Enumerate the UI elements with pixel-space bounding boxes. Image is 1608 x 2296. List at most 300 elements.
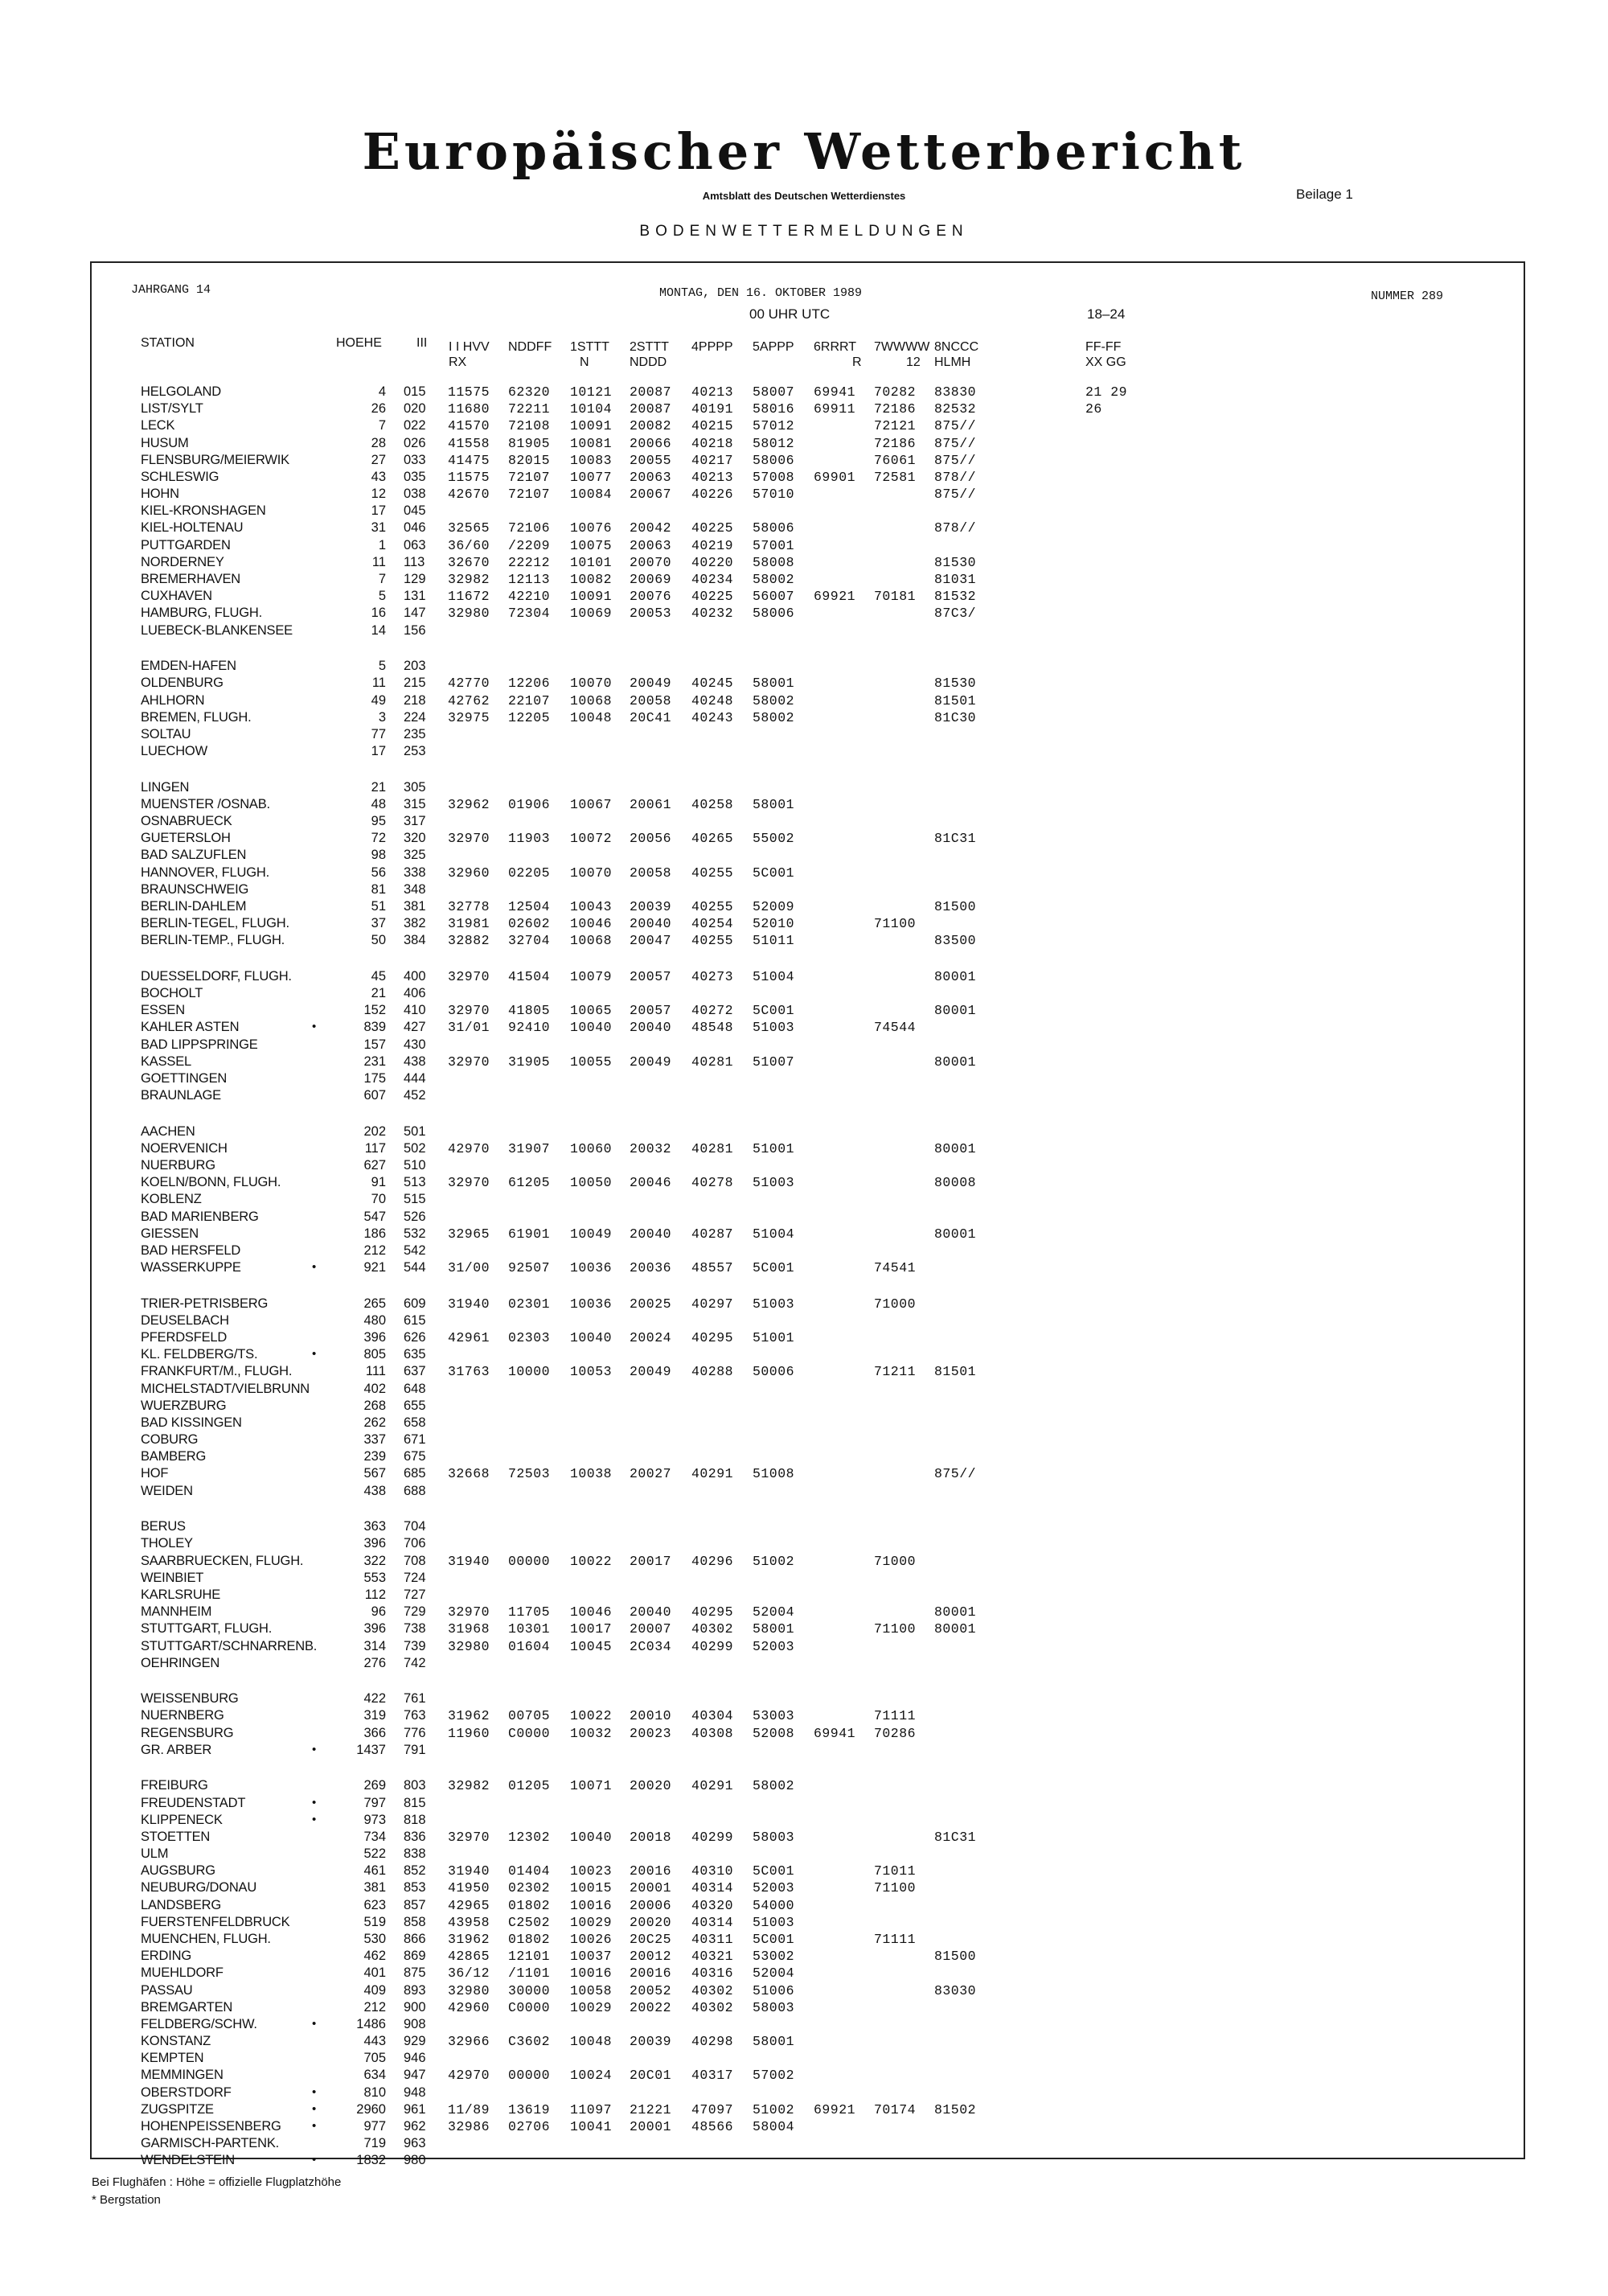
- report-group: 10101: [570, 554, 613, 570]
- station-number: 818: [404, 1812, 426, 1827]
- report-group: 41570: [448, 418, 490, 434]
- report-group: 2C034: [630, 1638, 672, 1654]
- report-group: 40255: [691, 898, 734, 914]
- report-group: 20C25: [630, 1932, 672, 1947]
- station-number: 655: [404, 1398, 426, 1413]
- section-heading: BODENWETTERMELDUNGEN: [639, 223, 969, 240]
- report-group: 51003: [753, 1020, 795, 1036]
- station-number: 724: [404, 1570, 426, 1585]
- station-height: 265: [363, 1296, 386, 1311]
- footnote-airport-height: Bei Flughäfen : Höhe = offizielle Flugplatzhöhe: [92, 2175, 342, 2189]
- station-name: OBERSTDORF: [141, 2084, 232, 2100]
- station-name: KASSEL: [141, 1054, 192, 1069]
- report-group: 10038: [570, 1466, 613, 1482]
- station-name: FUERSTENFELDBRUCK: [141, 1914, 290, 1929]
- station-number: 035: [404, 469, 426, 484]
- report-group: 32778: [448, 898, 490, 914]
- report-group: 20027: [630, 1466, 672, 1482]
- report-group: 81031: [934, 572, 977, 587]
- station-number: 038: [404, 487, 426, 502]
- station-name: NEUBURG/DONAU: [141, 1880, 257, 1896]
- report-group: 10026: [570, 1932, 613, 1947]
- report-group: 80001: [934, 1140, 977, 1156]
- report-group: 58001: [753, 796, 795, 812]
- report-group: 20039: [630, 898, 672, 914]
- station-name: COBURG: [141, 1432, 199, 1448]
- report-group: 40314: [691, 1880, 734, 1896]
- report-group: 10000: [508, 1364, 551, 1380]
- station-number: 502: [404, 1140, 426, 1156]
- report-group: 32970: [448, 831, 490, 847]
- report-group: 10017: [570, 1621, 613, 1637]
- report-group: 51003: [753, 1914, 795, 1930]
- report-group: 72304: [508, 606, 551, 622]
- station-height: 49: [371, 692, 386, 708]
- report-group: 11960: [448, 1725, 490, 1741]
- report-group: /1101: [508, 1965, 551, 1982]
- station-height: 70: [371, 1192, 386, 1207]
- report-group: 32980: [448, 606, 490, 622]
- col-group1-heading: I I HVV RX: [449, 340, 490, 369]
- report-group: 51008: [753, 1466, 795, 1482]
- report-group: 58003: [753, 1829, 795, 1845]
- report-group: 42670: [448, 487, 490, 503]
- station-name: AHLHORN: [141, 692, 205, 708]
- col-group8-heading: 7WWWW 12: [874, 340, 930, 369]
- report-group: 40311: [691, 1932, 734, 1947]
- report-group: 20040: [630, 1604, 672, 1620]
- jahrgang-label: JAHRGANG 14: [131, 283, 211, 297]
- mountain-station-mark: •: [312, 1347, 317, 1362]
- station-number: 893: [404, 1982, 426, 1998]
- report-group: 10067: [570, 796, 613, 812]
- report-group: C2502: [508, 1914, 551, 1930]
- station-name: FRANKFURT/M., FLUGH.: [141, 1364, 293, 1379]
- report-group: 40243: [691, 709, 734, 725]
- report-group: 32970: [448, 1175, 490, 1191]
- col-hoehe-heading: HOEHE: [336, 336, 382, 350]
- station-name: SOLTAU: [141, 726, 191, 741]
- report-group: 32986: [448, 2118, 490, 2134]
- report-group: 58012: [753, 435, 795, 451]
- report-group: 10091: [570, 418, 613, 434]
- report-group: 20040: [630, 1226, 672, 1242]
- station-name: KIEL-HOLTENAU: [141, 520, 244, 536]
- report-group: 31/00: [448, 1260, 490, 1276]
- station-number: 515: [404, 1192, 426, 1207]
- report-group: 20040: [630, 1020, 672, 1036]
- report-group: 20012: [630, 1949, 672, 1965]
- station-number: 348: [404, 881, 426, 897]
- station-height: 91: [371, 1175, 386, 1190]
- report-group: 20063: [630, 537, 672, 553]
- station-height: 396: [363, 1536, 386, 1551]
- report-group: 51002: [753, 1553, 795, 1569]
- station-height: 363: [363, 1519, 386, 1534]
- station-height: 95: [371, 813, 386, 828]
- report-group: 51004: [753, 968, 795, 984]
- col-station-heading: STATION: [141, 336, 195, 350]
- report-group: 40219: [691, 537, 734, 553]
- report-group: 10053: [570, 1364, 613, 1380]
- report-group: 20036: [630, 1260, 672, 1276]
- station-number: 980: [404, 2153, 426, 2168]
- station-number: 325: [404, 848, 426, 863]
- station-name: WENDELSTEIN: [141, 2153, 235, 2168]
- report-group: 52010: [753, 916, 795, 931]
- report-group: 71011: [874, 1863, 917, 1879]
- station-name: WEISSENBURG: [141, 1691, 239, 1707]
- station-height: 98: [371, 848, 386, 863]
- report-group: 81530: [934, 676, 977, 692]
- report-group: 10045: [570, 1638, 613, 1654]
- report-group: 32704: [508, 933, 551, 949]
- report-group: 40321: [691, 1949, 734, 1965]
- report-group: 40258: [691, 796, 734, 812]
- report-group: 72108: [508, 418, 551, 434]
- report-group: 22212: [508, 554, 551, 570]
- report-group: 56007: [753, 589, 795, 605]
- station-name: BAD SALZUFLEN: [141, 848, 247, 863]
- station-name: BRAUNSCHWEIG: [141, 881, 249, 897]
- report-group: 12205: [508, 709, 551, 725]
- station-name: HUSUM: [141, 435, 189, 450]
- report-group: 01906: [508, 796, 551, 812]
- station-height: 7: [378, 572, 386, 586]
- station-number: 609: [404, 1296, 426, 1311]
- station-number: 147: [404, 606, 426, 621]
- station-name: BERLIN-TEGEL, FLUGH.: [141, 916, 289, 930]
- report-group: 20020: [630, 1914, 672, 1930]
- report-group: 70181: [874, 589, 917, 605]
- report-group: 20006: [630, 1897, 672, 1913]
- station-name: HOHN: [141, 487, 179, 502]
- station-name: BREMEN, FLUGH.: [141, 709, 252, 725]
- report-group: 51007: [753, 1054, 795, 1070]
- report-group: 40281: [691, 1140, 734, 1156]
- station-number: 875: [404, 1965, 426, 1981]
- report-group: 52004: [753, 1604, 795, 1620]
- station-name: MEMMINGEN: [141, 2068, 224, 2083]
- report-group: 20046: [630, 1175, 672, 1191]
- report-group: 40295: [691, 1330, 734, 1345]
- station-name: STOETTEN: [141, 1829, 211, 1844]
- station-name: LINGEN: [141, 779, 190, 795]
- station-height: 553: [363, 1570, 386, 1585]
- report-group: 40218: [691, 435, 734, 451]
- report-group: 11705: [508, 1604, 551, 1620]
- report-group: 51003: [753, 1175, 795, 1191]
- report-group: 40255: [691, 933, 734, 949]
- station-height: 77: [371, 726, 386, 741]
- document-title: Europäischer Wetterbericht: [362, 122, 1246, 181]
- station-name: EMDEN-HAFEN: [141, 659, 236, 674]
- report-group: 72107: [508, 487, 551, 503]
- report-group: 32882: [448, 933, 490, 949]
- station-name: HOHENPEISSENBERG: [141, 2118, 281, 2134]
- station-height: 810: [363, 2084, 386, 2100]
- station-number: 501: [404, 1123, 426, 1139]
- station-name: NOERVENICH: [141, 1140, 228, 1156]
- station-name: KOBLENZ: [141, 1192, 202, 1207]
- station-height: 734: [363, 1829, 386, 1844]
- report-group: C0000: [508, 1725, 551, 1741]
- station-name: AACHEN: [141, 1123, 195, 1139]
- report-group: 00705: [508, 1708, 551, 1724]
- report-group: 875//: [934, 487, 977, 503]
- report-group: 51001: [753, 1330, 795, 1345]
- report-group: 43958: [448, 1914, 490, 1930]
- station-name: KLIPPENECK: [141, 1812, 223, 1827]
- report-group: 20049: [630, 676, 672, 692]
- report-group: 00000: [508, 2068, 551, 2084]
- report-group: 20018: [630, 1829, 672, 1845]
- report-group: 40298: [691, 2034, 734, 2049]
- report-group: 69921: [814, 2101, 856, 2117]
- station-name: KONSTANZ: [141, 2034, 211, 2048]
- station-height: 212: [363, 1242, 386, 1258]
- station-number: 869: [404, 1949, 426, 1964]
- report-group: 83500: [934, 933, 977, 949]
- station-number: 803: [404, 1778, 426, 1793]
- report-group: 51001: [753, 1140, 795, 1156]
- station-height: 1: [378, 537, 386, 552]
- report-group: 40296: [691, 1553, 734, 1569]
- mountain-station-mark: •: [312, 2016, 317, 2031]
- station-number: 853: [404, 1880, 426, 1896]
- station-number: 235: [404, 726, 426, 741]
- station-height: 17: [371, 503, 386, 519]
- report-group: 36/12: [448, 1965, 490, 1982]
- report-group: 01205: [508, 1778, 551, 1794]
- report-group: 20052: [630, 1982, 672, 1998]
- station-name: MUEHLDORF: [141, 1965, 224, 1981]
- report-group: 52003: [753, 1638, 795, 1654]
- report-group: 80008: [934, 1175, 977, 1191]
- station-number: 510: [404, 1158, 426, 1173]
- station-height: 43: [371, 469, 386, 484]
- station-name: HOF: [141, 1466, 169, 1481]
- station-number: 815: [404, 1795, 426, 1810]
- report-group: 71000: [874, 1553, 917, 1569]
- report-group: 10032: [570, 1725, 613, 1741]
- report-group: 10121: [570, 384, 613, 400]
- report-group: 40213: [691, 384, 734, 400]
- station-name: HELGOLAND: [141, 384, 221, 399]
- station-number: 929: [404, 2034, 426, 2048]
- report-group: 20042: [630, 520, 672, 536]
- report-group: 32965: [448, 1226, 490, 1242]
- report-group: 10022: [570, 1708, 613, 1724]
- report-group: 12302: [508, 1829, 551, 1845]
- station-height: 5: [378, 589, 386, 604]
- report-group: 69941: [814, 1725, 856, 1741]
- station-number: 045: [404, 503, 426, 519]
- report-group: 02303: [508, 1330, 551, 1345]
- report-group: 52004: [753, 1965, 795, 1982]
- report-group: 32980: [448, 1982, 490, 1998]
- station-height: 438: [363, 1483, 386, 1498]
- report-group: 72106: [508, 520, 551, 536]
- col-group2-heading: NDDFF: [508, 340, 552, 354]
- gust-value: 21 29: [1085, 384, 1128, 400]
- station-height: 797: [363, 1795, 386, 1810]
- station-height: 1437: [356, 1742, 386, 1757]
- report-group: 40295: [691, 1604, 734, 1620]
- station-name: AUGSBURG: [141, 1863, 215, 1879]
- station-name: MUENCHEN, FLUGH.: [141, 1932, 271, 1946]
- station-number: 384: [404, 933, 426, 948]
- report-group: 42762: [448, 692, 490, 709]
- station-number: 015: [404, 384, 426, 399]
- report-group: 72107: [508, 469, 551, 485]
- station-height: 977: [363, 2118, 386, 2134]
- station-name: SCHLESWIG: [141, 469, 219, 484]
- station-number: 427: [404, 1020, 426, 1035]
- report-group: 02302: [508, 1880, 551, 1896]
- report-group: 40281: [691, 1054, 734, 1070]
- station-name: BAD HERSFELD: [141, 1242, 241, 1258]
- station-height: 212: [363, 1999, 386, 2015]
- mountain-station-mark: •: [312, 1742, 317, 1756]
- report-group: 40316: [691, 1965, 734, 1982]
- report-group: 40191: [691, 401, 734, 417]
- report-group: 58002: [753, 1778, 795, 1794]
- station-number: 113: [404, 554, 425, 569]
- report-group: 878//: [934, 469, 977, 485]
- report-group: 72503: [508, 1466, 551, 1482]
- report-group: 10043: [570, 898, 613, 914]
- station-height: 21: [371, 986, 386, 1000]
- report-group: 10070: [570, 676, 613, 692]
- station-name: OSNABRUECK: [141, 813, 232, 828]
- report-group: 10069: [570, 606, 613, 622]
- station-number: 046: [404, 520, 426, 536]
- report-group: 20047: [630, 933, 672, 949]
- report-group: 20049: [630, 1054, 672, 1070]
- report-group: 20066: [630, 435, 672, 451]
- station-name: LECK: [141, 418, 175, 433]
- station-height: 31: [371, 520, 386, 536]
- report-group: 10065: [570, 1003, 613, 1019]
- report-group: 40299: [691, 1829, 734, 1845]
- report-group: 00000: [508, 1553, 551, 1569]
- station-height: 21: [371, 779, 386, 795]
- report-group: 10079: [570, 968, 613, 984]
- report-group: 20010: [630, 1708, 672, 1724]
- report-group: 01802: [508, 1897, 551, 1913]
- mountain-station-mark: •: [312, 2118, 317, 2133]
- station-name: PUTTGARDEN: [141, 537, 231, 552]
- report-group: 20023: [630, 1725, 672, 1741]
- report-group: 80001: [934, 1604, 977, 1620]
- report-group: 40272: [691, 1003, 734, 1019]
- report-group: 81500: [934, 1949, 977, 1965]
- station-number: 063: [404, 537, 426, 552]
- report-group: 20057: [630, 1003, 672, 1019]
- report-group: 92410: [508, 1020, 551, 1036]
- station-height: 72: [371, 831, 386, 846]
- station-name: SAARBRUECKEN, FLUGH.: [141, 1553, 304, 1568]
- station-height: 522: [363, 1846, 386, 1862]
- station-number: 761: [404, 1691, 426, 1707]
- station-name: KEMPTEN: [141, 2051, 204, 2066]
- station-height: 480: [363, 1312, 386, 1328]
- station-height: 239: [363, 1449, 386, 1464]
- col-group3-heading: 1STTT N: [570, 340, 609, 369]
- report-group: 10075: [570, 537, 613, 553]
- report-group: 57010: [753, 487, 795, 503]
- report-group: 55002: [753, 831, 795, 847]
- report-group: 20032: [630, 1140, 672, 1156]
- report-group: 47097: [691, 2101, 734, 2117]
- mountain-station-mark: •: [312, 1812, 317, 1826]
- station-height: 3: [378, 709, 386, 725]
- station-height: 27: [371, 452, 386, 467]
- report-group: 32982: [448, 1778, 490, 1794]
- report-group: 40314: [691, 1914, 734, 1930]
- report-group: 02205: [508, 865, 551, 881]
- station-number: 963: [404, 2136, 426, 2151]
- report-group: 81501: [934, 1364, 977, 1380]
- station-number: 315: [404, 796, 426, 811]
- report-group: 20087: [630, 384, 672, 400]
- report-group: 32975: [448, 709, 490, 725]
- station-number: 704: [404, 1519, 426, 1534]
- station-name: LUECHOW: [141, 744, 207, 758]
- report-group: 20076: [630, 589, 672, 605]
- station-height: 381: [363, 1880, 386, 1896]
- report-group: 12101: [508, 1949, 551, 1965]
- station-name: WUERZBURG: [141, 1398, 227, 1413]
- station-name: THOLEY: [141, 1536, 193, 1551]
- station-name: NORDERNEY: [141, 554, 224, 569]
- station-height: 11: [371, 554, 386, 569]
- station-number: 218: [404, 692, 426, 708]
- beilage-label: Beilage 1: [1296, 187, 1353, 202]
- report-group: 01802: [508, 1932, 551, 1947]
- report-group: 58016: [753, 401, 795, 417]
- station-name: HAMBURG, FLUGH.: [141, 606, 263, 621]
- station-height: 175: [363, 1070, 386, 1086]
- report-group: 10029: [570, 1914, 613, 1930]
- station-name: NUERBURG: [141, 1158, 215, 1173]
- report-group: 62320: [508, 384, 551, 400]
- col-group6-heading: 5APPP: [753, 340, 794, 354]
- report-group: 31962: [448, 1708, 490, 1724]
- report-group: 5C001: [753, 1863, 795, 1879]
- report-group: 12113: [508, 572, 551, 587]
- station-height: 705: [363, 2051, 386, 2066]
- station-name: BERUS: [141, 1519, 186, 1534]
- report-group: 80001: [934, 1621, 977, 1637]
- station-height: 50: [371, 933, 386, 948]
- report-group: 42865: [448, 1949, 490, 1965]
- station-number: 729: [404, 1604, 426, 1620]
- station-name: BAMBERG: [141, 1449, 207, 1464]
- report-group: 10076: [570, 520, 613, 536]
- station-height: 186: [363, 1226, 386, 1241]
- report-group: 30000: [508, 1982, 551, 1998]
- report-group: 20020: [630, 1778, 672, 1794]
- report-group: 10077: [570, 469, 613, 485]
- station-height: 422: [363, 1691, 386, 1707]
- report-group: 58006: [753, 452, 795, 468]
- station-height: 276: [363, 1655, 386, 1670]
- report-group: 20016: [630, 1965, 672, 1982]
- station-number: 317: [404, 813, 426, 828]
- station-height: 607: [363, 1088, 386, 1103]
